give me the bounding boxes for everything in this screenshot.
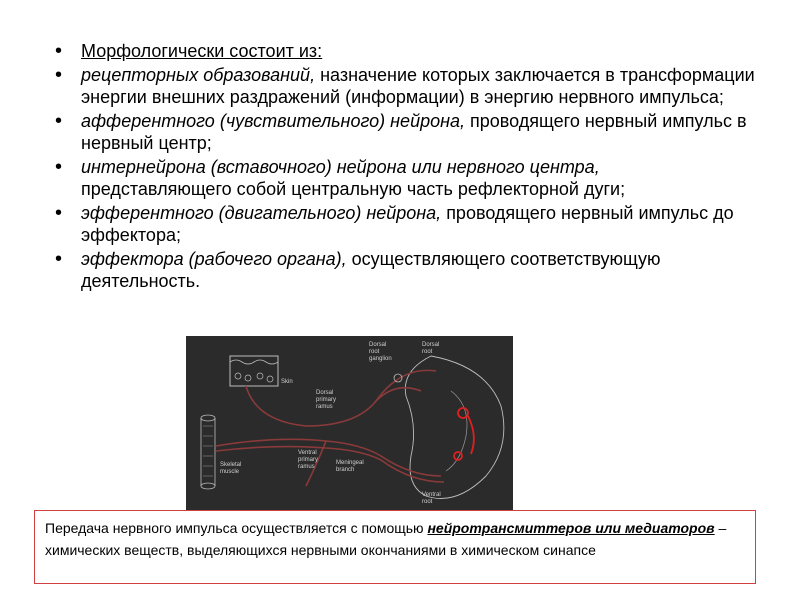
list-item-text: проводящего нервный импульс в нервный центр; (81, 111, 747, 153)
spinal-cord-illustration (405, 356, 504, 499)
label-meningeal-branch: Meningeal branch (336, 460, 364, 473)
note-text-before: Передача нервного импульса осуществляется с помощью (45, 520, 428, 536)
reflex-arc-figure (186, 336, 513, 516)
label-dorsal-primary-ramus: Dorsal primary ramus (316, 390, 337, 410)
list-item (55, 202, 755, 246)
label-ventral-primary-ramus: Ventral primary ramus (298, 450, 319, 470)
list-item-term: рецепторных образований, (81, 65, 316, 85)
note-text-after: – химических веществ, выделяющихся нервными окончаниями в химическом синапсе (45, 520, 727, 558)
list-item (55, 248, 755, 292)
list-heading (55, 40, 755, 62)
list-item-text: осуществляющего соответствующую деятельность. (81, 249, 661, 291)
list-item (55, 156, 755, 200)
muscle-illustration (201, 415, 215, 489)
list-item-term: эфферентного (двигательного) нейрона, (81, 203, 442, 223)
list-item (55, 110, 755, 154)
list-item-text: назначение которых заключается в трансформации энергии внешних раздражений (информации) в энергию нервного импульса; (81, 65, 755, 107)
label-dorsal-root: Dorsal root (422, 342, 440, 355)
label-skeletal-muscle: Skeletal muscle (220, 462, 242, 475)
interneuron-highlight (454, 408, 474, 460)
skin-illustration (230, 356, 278, 386)
list-item-term: интернейрона (вставочного) нейрона или нервного центра, (81, 157, 600, 177)
list-item-text: представляющего собой центральную часть рефлекторной дуги; (81, 179, 626, 199)
label-ventral-root: Ventral root (422, 492, 441, 505)
definition-list (55, 40, 755, 294)
list-item-term: эффектора (рабочего органа), (81, 249, 347, 269)
note-box (34, 510, 756, 584)
reflex-arc-diagram (186, 336, 513, 516)
note-term: нейротрансмиттеров или медиаторов (427, 520, 715, 536)
label-skin: Skin (281, 379, 293, 385)
list-item (55, 64, 755, 108)
list-heading-text: Морфологически состоит из: (81, 41, 323, 61)
list-item-text: проводящего нервный импульс до эффектора; (81, 203, 734, 245)
list-item-term: афферентного (чувствительного) нейрона, (81, 111, 466, 131)
label-dorsal-root-ganglion: Dorsal root ganglion (369, 342, 392, 362)
